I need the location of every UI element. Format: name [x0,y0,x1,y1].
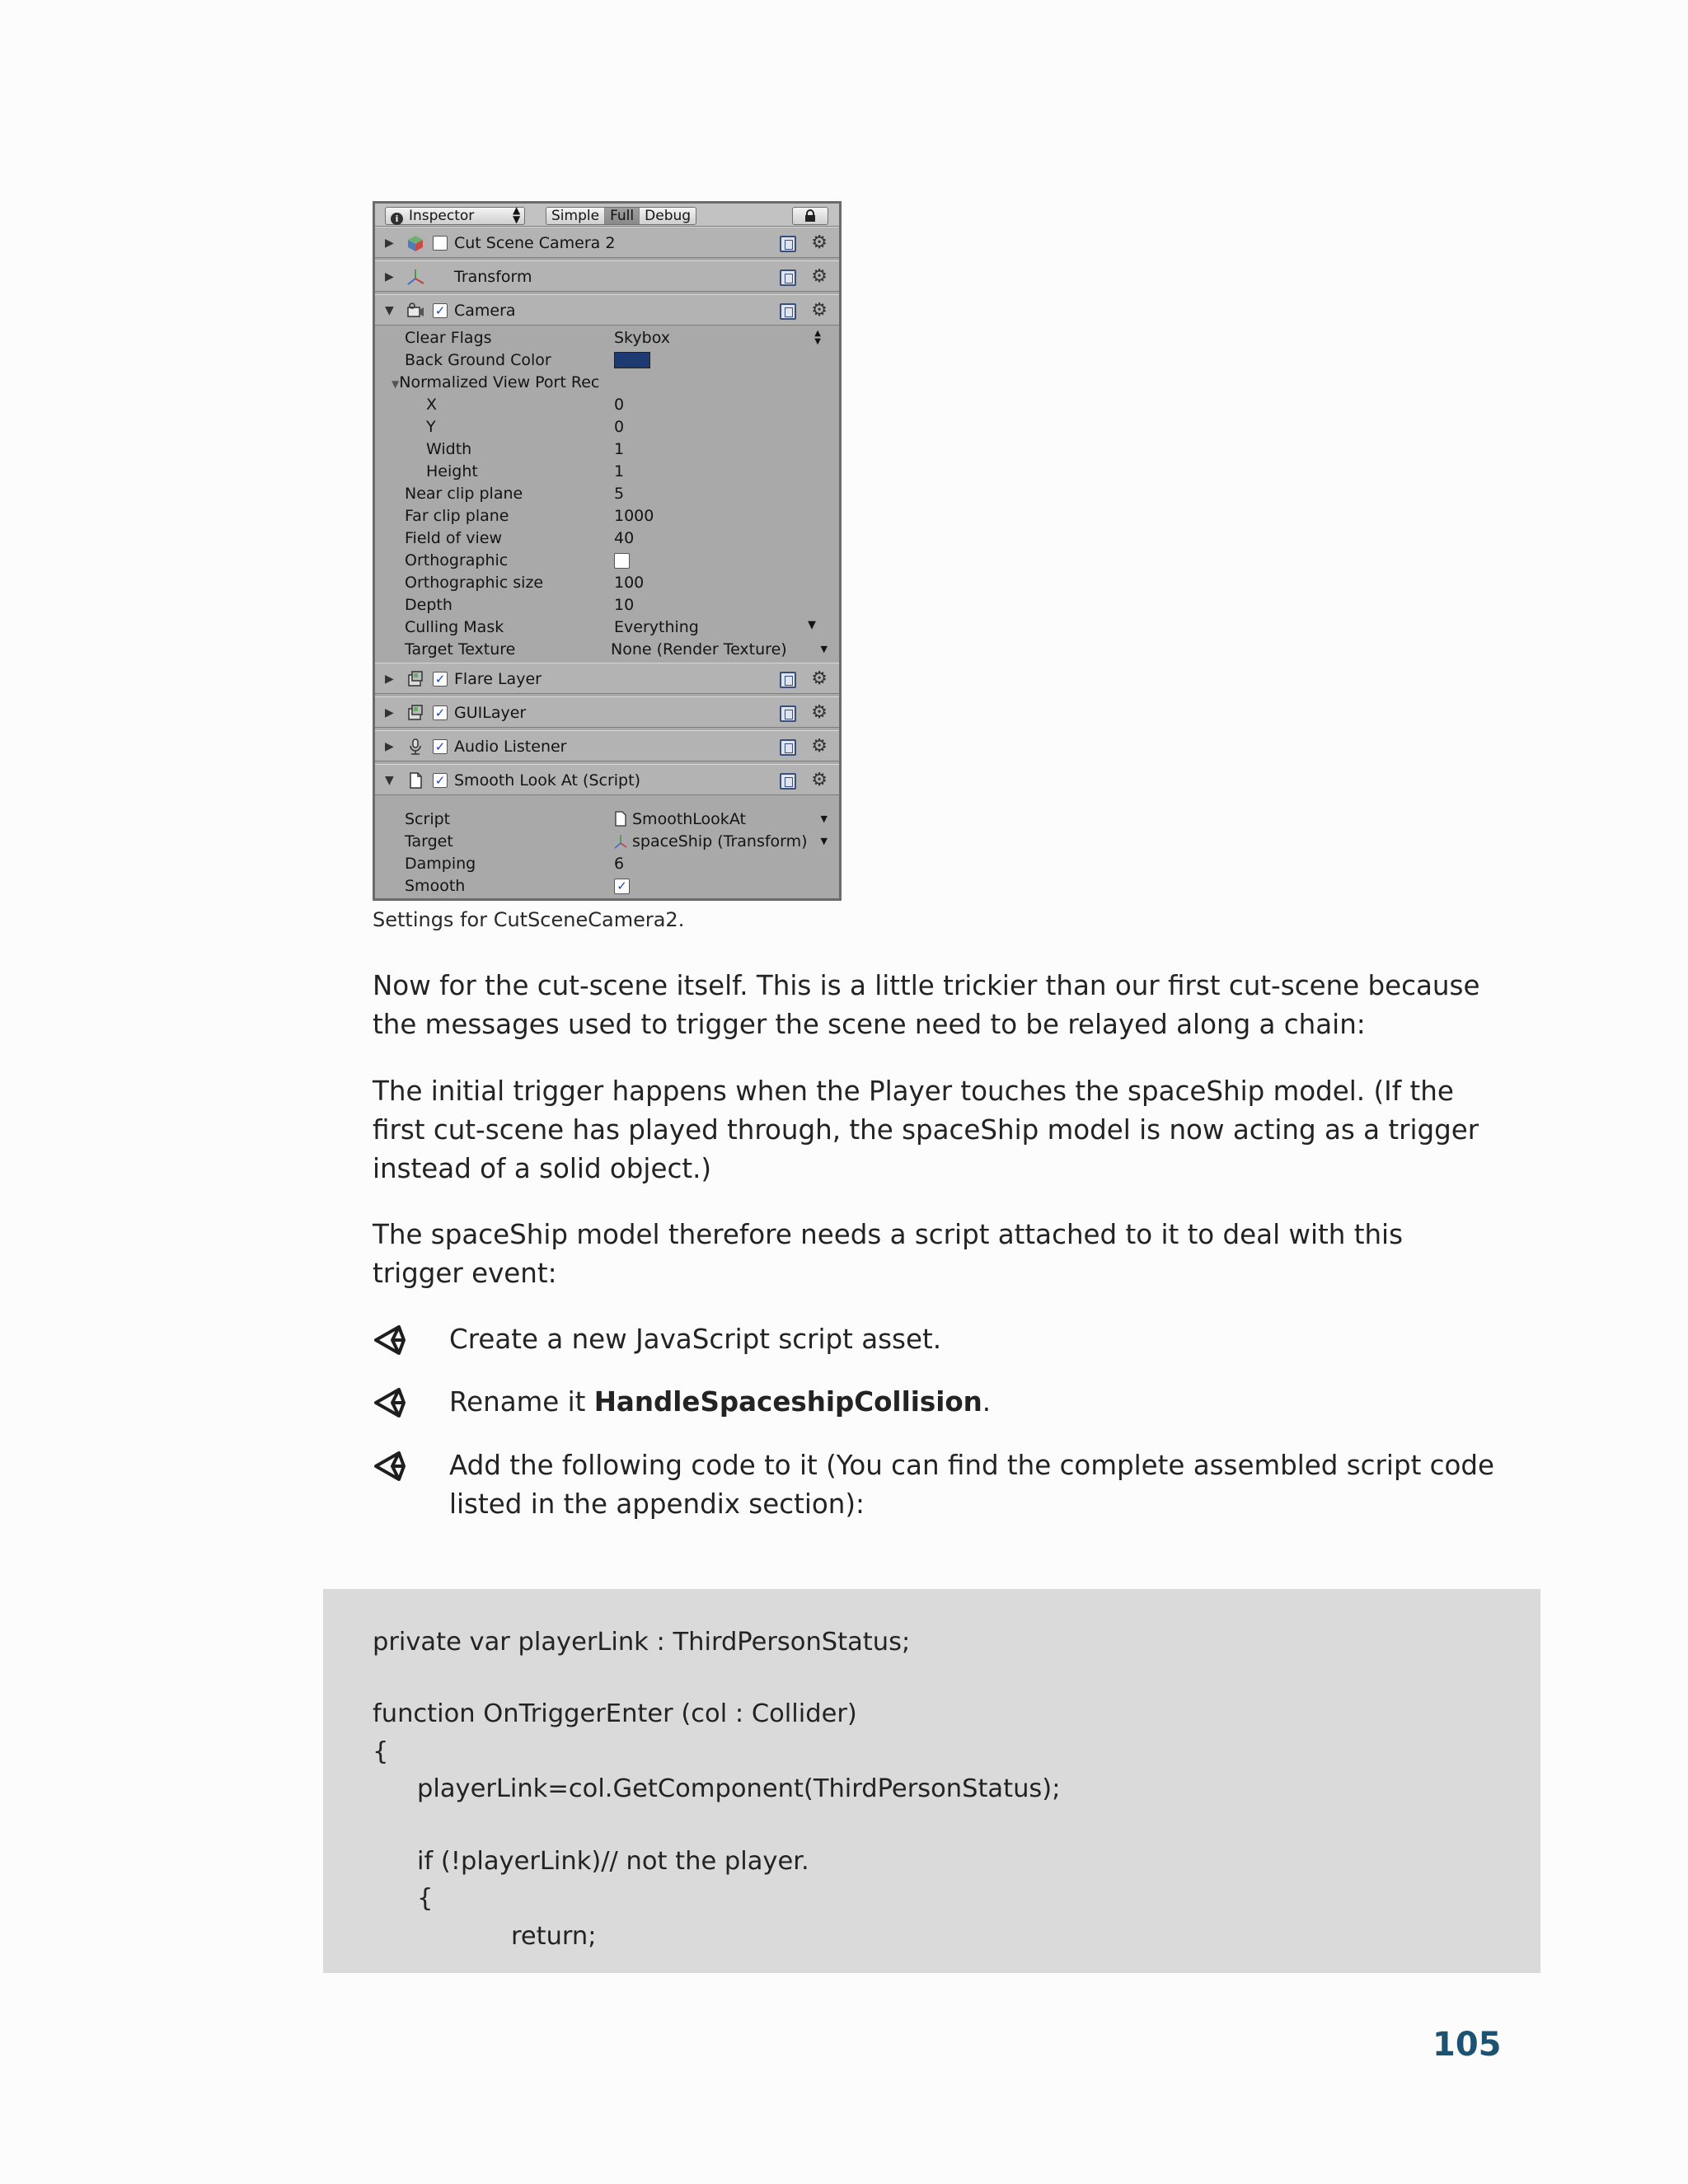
mode-full-button[interactable]: Full [605,208,640,224]
fov-field[interactable]: 40 [614,529,635,547]
prop-width: Width 1 [426,440,625,458]
collapse-arrow-icon[interactable]: ▼ [385,304,394,317]
smooth-checkbox[interactable]: ✓ [614,879,630,894]
mode-simple-button[interactable]: Simple [546,208,605,224]
width-field[interactable]: 1 [614,440,625,458]
gear-icon[interactable]: ⚙ [811,266,828,287]
orthographic-checkbox[interactable] [614,553,630,569]
lock-button[interactable] [792,207,828,225]
reference-icon[interactable] [780,269,796,286]
script-file-icon [406,771,424,790]
prop-field-of-view: Field of view 40 [405,529,635,547]
component-name: GUILayer [454,704,527,722]
code-line: return; [511,1922,597,1951]
info-icon: i [391,213,403,225]
dropdown-arrow-icon[interactable]: ▼ [820,644,828,654]
component-layer-icon [406,670,424,688]
code-block [323,1589,1540,1973]
target-field[interactable]: spaceShip (Transform) [614,832,808,851]
expand-arrow-icon[interactable]: ▶ [385,740,394,753]
near-clip-field[interactable]: 5 [614,485,625,503]
prop-depth: Depth 10 [405,596,635,614]
gear-icon[interactable]: ⚙ [811,702,828,723]
clear-flags-select[interactable]: Skybox [614,329,670,347]
culling-mask-select[interactable]: Everything [614,618,699,636]
code-line: function OnTriggerEnter (col : Collider) [373,1699,857,1728]
gameobject-name[interactable]: Cut Scene Camera 2 [454,234,616,252]
bullet-text: Create a new JavaScript script asset. [449,1324,942,1355]
bullet-text: Rename it HandleSpaceshipCollision. [449,1386,992,1418]
gear-icon[interactable]: ⚙ [811,300,828,321]
height-field[interactable]: 1 [614,462,625,480]
transform-axes-icon [406,268,424,286]
prop-target: Target spaceShip (Transform) ▼ [405,832,828,851]
target-texture-field[interactable]: None (Render Texture) [611,640,787,658]
microphone-icon [406,738,424,756]
component-name: Flare Layer [454,670,542,688]
gameobject-active-checkbox[interactable] [433,236,448,251]
component-name: Audio Listener [454,738,567,756]
updown-arrows-icon[interactable]: ▲ ▼ [814,329,821,346]
expand-arrow-icon[interactable]: ▶ [385,237,394,250]
component-name: Camera [454,302,516,320]
prop-orthographic-size: Orthographic size 100 [405,574,645,592]
prop-smooth: Smooth ✓ [375,875,839,898]
prop-clear-flags: Clear Flags Skybox ▲ ▼ [405,329,821,347]
inspector-tab[interactable]: i Inspector ▲ ▼ [385,207,525,225]
color-swatch[interactable] [614,352,650,368]
paragraph-3: The spaceShip model therefore needs a script attached to it to deal with this trigger event: [373,1219,1404,1289]
code-line: { [417,1884,434,1913]
expand-arrow-icon[interactable]: ▶ [385,673,394,686]
dropdown-arrow-icon[interactable]: ▼ [808,619,816,631]
camera-icon [406,302,424,320]
code-line: { [373,1737,389,1766]
prop-y: Y 0 [426,418,625,436]
depth-field[interactable]: 10 [614,596,635,614]
unity-logo-icon [373,1323,407,1357]
component-audio-listener[interactable] [375,730,839,762]
prop-damping: Damping 6 [405,855,625,873]
gameobject-header[interactable] [375,227,839,258]
prop-orthographic: Orthographic [375,550,839,572]
unity-logo-icon [373,1385,407,1420]
inspector-panel [373,201,842,901]
reference-icon[interactable] [780,303,796,320]
script-name-bold: HandleSpaceshipCollision [593,1386,982,1418]
component-name: Transform [454,268,532,286]
prop-x: X 0 [426,396,625,414]
expand-arrow-icon[interactable]: ▶ [385,706,394,719]
component-camera[interactable] [375,294,839,326]
transform-axes-icon [614,833,627,849]
smooth-look-at-checkbox[interactable]: ✓ [433,773,448,788]
gear-icon[interactable]: ⚙ [811,770,828,790]
gameobject-cube-icon [406,234,424,252]
component-transform[interactable] [375,260,839,292]
prop-script: Script SmoothLookAt ▼ [405,810,828,828]
unity-logo-icon [373,1449,407,1483]
prop-back-ground-color: Back Ground Color [375,349,839,372]
reference-icon[interactable] [780,236,796,252]
flare-layer-checkbox[interactable]: ✓ [433,672,448,687]
dropdown-arrow-icon[interactable]: ▼ [820,813,828,824]
reference-icon[interactable] [780,705,796,722]
inspector-mode-switch [546,207,696,225]
y-field[interactable]: 0 [614,418,625,436]
inspector-toolbar [375,204,839,227]
component-layer-icon [406,704,424,722]
x-field[interactable]: 0 [614,396,625,414]
expand-arrow-icon[interactable]: ▶ [385,270,394,284]
script-field[interactable]: SmoothLookAt [614,810,746,828]
prop-near-clip: Near clip plane 5 [405,485,625,503]
prop-far-clip: Far clip plane 1000 [405,507,654,525]
bullet-text: Add the following code to it (You can find the complete assembled script code listed in the appendix section): [449,1450,1495,1520]
reference-icon[interactable] [780,739,796,756]
code-line: if (!playerLink)// not the player. [417,1847,809,1876]
code-line: playerLink=col.GetComponent(ThirdPersonStatus); [417,1774,1061,1803]
fold-arrow-icon: ▼ [392,378,400,390]
far-clip-field[interactable]: 1000 [614,507,654,525]
reference-icon[interactable] [780,672,796,688]
paragraph-2: The initial trigger happens when the Player touches the spaceShip model. (If the first cut-scene has played through, the spaceShip model is now acting as a trigger instead of a solid object.) [373,1076,1479,1184]
component-smooth-look-at[interactable] [375,764,839,795]
gear-icon[interactable]: ⚙ [811,232,828,253]
prop-culling-mask: Culling Mask Everything ▼ [405,618,816,636]
prop-normalized-view-port[interactable]: ▼Normalized View Port Rec [392,373,600,391]
lock-icon [804,209,816,223]
mode-debug-button[interactable]: Debug [640,208,696,224]
page-number: 105 [1432,2026,1502,2064]
updown-arrows-icon: ▲ ▼ [513,204,521,225]
gui-layer-checkbox[interactable]: ✓ [433,705,448,720]
code-line: private var playerLink : ThirdPersonStatus; [373,1628,911,1657]
gear-icon[interactable]: ⚙ [811,736,828,757]
collapse-arrow-icon[interactable]: ▼ [385,774,394,787]
figure-caption: Settings for CutSceneCamera2. [373,908,685,931]
component-name: Smooth Look At (Script) [454,771,640,790]
damping-field[interactable]: 6 [614,855,625,873]
component-flare-layer[interactable] [375,663,839,694]
reference-icon[interactable] [780,773,796,790]
paragraph-1: Now for the cut-scene itself. This is a little trickier than our first cut-scene because the messages used to trigger the scene need to be relayed along a chain: [373,970,1480,1040]
gear-icon[interactable]: ⚙ [811,668,828,689]
script-file-icon [614,811,627,827]
ortho-size-field[interactable]: 100 [614,574,645,592]
component-gui-layer[interactable] [375,696,839,728]
audio-listener-checkbox[interactable]: ✓ [433,739,448,754]
camera-enabled-checkbox[interactable]: ✓ [433,303,448,318]
prop-height: Height 1 [426,462,625,480]
dropdown-arrow-icon[interactable]: ▼ [820,836,828,846]
prop-target-texture: Target Texture None (Render Texture) ▼ [405,640,828,658]
